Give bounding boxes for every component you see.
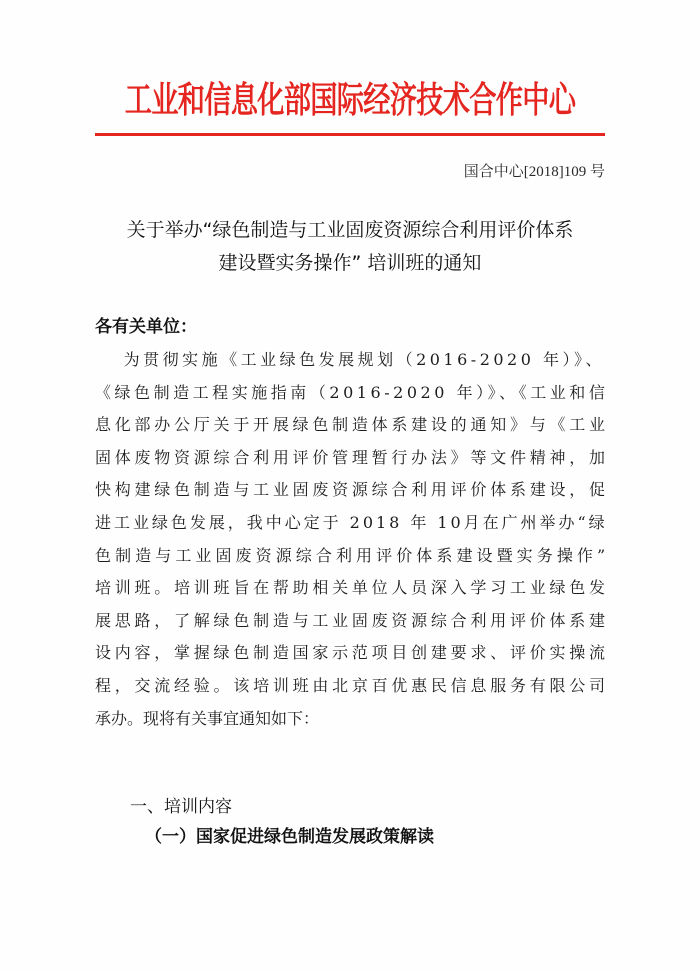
body-line: [95, 377, 609, 410]
body-line-text: 承办。现将有关事宜通知如下：: [95, 708, 320, 728]
body-line-text: 固体废物资源综合利用评价管理暂行办法》等文件精神，加: [95, 447, 609, 467]
body-line-text: 息化部办公厅关于开展绿色制造体系建设的通知》与《工业: [95, 415, 609, 435]
body-paragraph: [95, 344, 610, 735]
body-line: [95, 605, 609, 638]
body-line: [95, 703, 605, 736]
body-line: [95, 409, 609, 442]
section-heading-training-content: 一、培训内容: [130, 797, 232, 817]
body-line: [95, 442, 609, 475]
salutation: 各有关单位：: [95, 317, 197, 337]
body-line-text: 进工业绿色发展，我中心定于 2018 年 10月在广州举办“绿: [95, 512, 608, 532]
body-line-text: 培训班。培训班旨在帮助相关单位人员深入学习工业绿色发: [95, 578, 609, 598]
notice-title: [95, 214, 605, 280]
letterhead-red-rule: [95, 133, 605, 136]
body-line: [95, 637, 609, 670]
body-line: [95, 540, 610, 573]
body-line: [95, 507, 608, 540]
body-line: [95, 344, 605, 377]
body-line-text: 色制造与工业固废资源综合利用评价体系建设暨实务操作”: [95, 545, 610, 565]
body-line-text: 展思路，了解绿色制造与工业固废资源综合利用评价体系建: [95, 610, 609, 630]
body-line-text: 程，交流经验。该培训班由北京百优惠民信息服务有限公司: [95, 675, 609, 695]
body-line-text: 设内容，掌握绿色制造国家示范项目创建要求、评价实操流: [95, 643, 609, 663]
subsection-heading-policy: （一）国家促进绿色制造发展政策解读: [145, 827, 434, 847]
body-line: [95, 670, 609, 703]
body-line-text: 《绿色制造工程实施指南（2016-2020 年）》、《工业和信: [95, 382, 609, 402]
body-line: [95, 474, 609, 507]
body-line-text: 快构建绿色制造与工业固废资源综合利用评价体系建设，促: [95, 480, 609, 500]
body-line: [95, 572, 609, 605]
document-number: 国合中心[2018]109 号: [463, 164, 605, 180]
notice-title-line-1: 关于举办“绿色制造与工业固废资源综合利用评价体系: [126, 219, 574, 241]
notice-title-line-2: 建设暨实务操作” 培训班的通知: [218, 252, 482, 274]
letterhead-org-name: 工业和信息化部国际经济技术合作中心: [124, 79, 576, 121]
body-line-text: 为贯彻实施《工业绿色发展规划（2016-2020 年）》、: [123, 350, 605, 369]
